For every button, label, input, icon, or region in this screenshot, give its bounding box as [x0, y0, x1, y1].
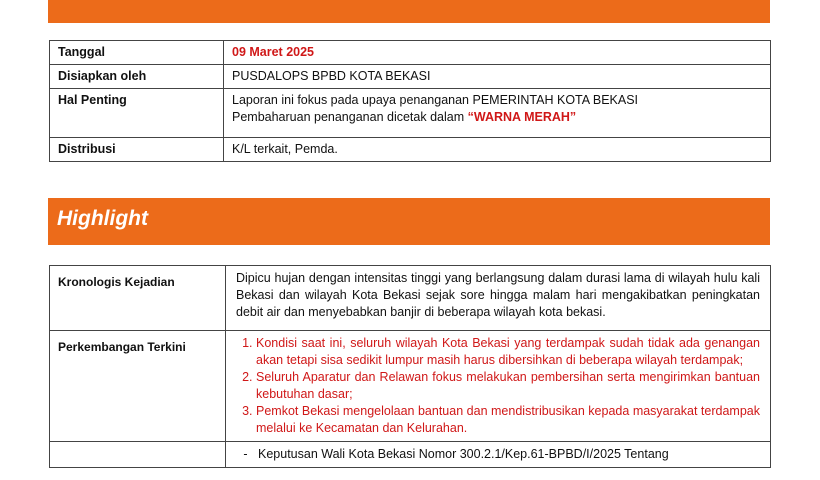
legal-item: - Keputusan Wali Kota Bekasi Nomor 300.2.1/Kep.61-BPBD/I/2025 Tentang	[258, 446, 760, 463]
perkembangan-label: Perkembangan Terkini	[50, 331, 226, 442]
hal-penting-value	[224, 89, 771, 138]
distribusi-value: K/L terkait, Pemda.	[224, 138, 771, 162]
disiapkan-value: PUSDALOPS BPBD KOTA BEKASI	[224, 65, 771, 89]
perkembangan-item: 2. Seluruh Aparatur dan Relawan fokus melakukan pembersihan serta mengirimkan bantuan kebutuhan dasar;	[256, 369, 760, 403]
info-row-disiapkan	[50, 65, 771, 89]
report-info-table	[49, 40, 771, 162]
highlight-row-legal	[50, 442, 771, 468]
info-row-tanggal	[50, 41, 771, 65]
highlight-row-kronologis	[50, 266, 771, 331]
legal-list-cell	[226, 442, 771, 468]
hal-penting-line-2	[232, 109, 762, 126]
hal-penting-prefix: Pembaharuan penanganan dicetak dalam	[232, 110, 468, 124]
kronologis-label: Kronologis Kejadian	[50, 266, 226, 331]
tanggal-value: 09 Maret 2025	[224, 41, 771, 65]
hal-penting-line-1: Laporan ini fokus pada upaya penanganan PEMERINTAH KOTA BEKASI	[232, 93, 639, 107]
highlight-section-header	[48, 198, 770, 245]
legal-label	[50, 442, 226, 468]
legal-list	[236, 446, 760, 463]
disiapkan-label: Disiapkan oleh	[50, 65, 224, 89]
perkembangan-item: 1. Kondisi saat ini, seluruh wilayah Kota Bekasi yang terdampak sudah tidak ada genangan akan tetapi sisa sedikit lumpur masih harus dibersihkan di beberapa wilayah terdampak;	[256, 335, 760, 369]
perkembangan-item: 3. Pemkot Bekasi mengelolaan bantuan dan mendistribusikan kepada masyarakat terdampak melalui ke Kecamatan dan Kelurahan.	[256, 403, 760, 437]
highlight-table	[49, 265, 771, 468]
distribusi-label: Distribusi	[50, 138, 224, 162]
hal-penting-label: Hal Penting	[50, 89, 224, 138]
highlight-title: Highlight	[57, 207, 148, 230]
perkembangan-list-cell	[226, 331, 771, 442]
tanggal-label: Tanggal	[50, 41, 224, 65]
highlight-row-perkembangan	[50, 331, 771, 442]
top-header-bar	[48, 0, 770, 23]
perkembangan-list	[236, 335, 760, 437]
warna-merah-text: “WARNA MERAH”	[467, 110, 577, 124]
info-row-hal-penting	[50, 89, 771, 138]
kronologis-text: Dipicu hujan dengan intensitas tinggi yang berlangsung dalam durasi lama di wilayah hulu kali Bekasi dan wilayah Kota Bekasi sejak sore hingga malam hari mengakibatkan peningkatan debit air dan menyebabkan banjir di beberapa wilayah kota bekasi.	[226, 266, 771, 331]
info-row-distribusi	[50, 138, 771, 162]
